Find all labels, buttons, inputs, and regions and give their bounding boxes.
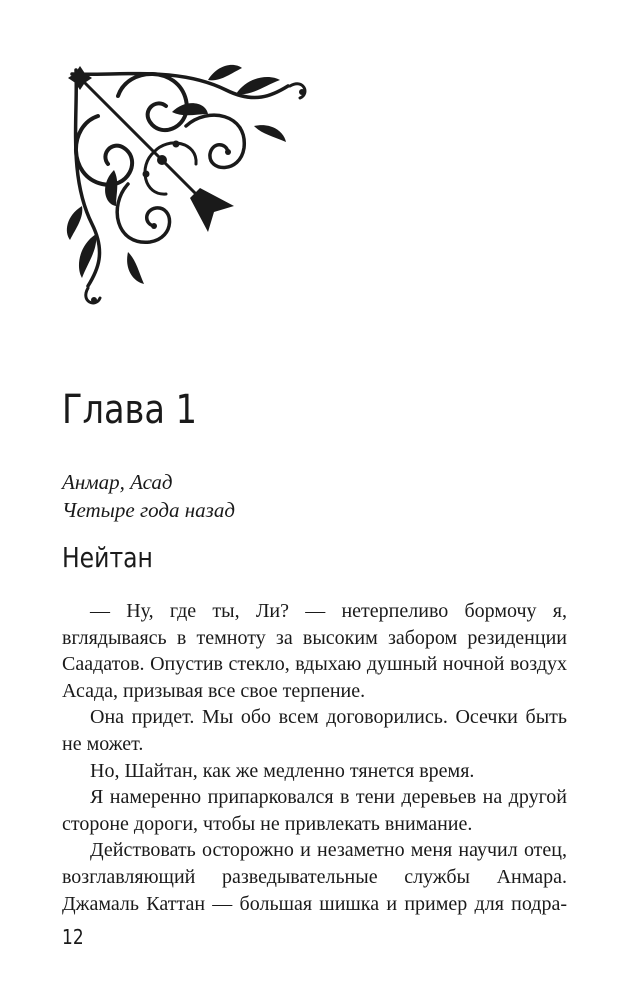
corner-flourish-icon <box>58 56 320 318</box>
chapter-title: Глава 1 <box>62 387 198 433</box>
body-text <box>62 598 567 917</box>
page-number: 12 <box>62 925 84 949</box>
pov-heading: Нейтан <box>62 541 153 574</box>
paragraph: Действовать осторожно и незаметно меня научил отец, возглавляющий разведывательные службы Анмара. Джамаль Каттан — большая шишка и пример для подра- <box>62 839 567 915</box>
epigraph <box>62 468 235 524</box>
epigraph-time: Четыре года назад <box>62 498 235 522</box>
paragraph: Я намеренно припарковался в тени деревьев на другой стороне дороги, чтобы не привлекать внимание. <box>62 786 567 835</box>
epigraph-place: Анмар, Асад <box>62 470 173 494</box>
paragraph: Она придет. Мы обо всем договорились. Осечки быть не может. <box>62 706 567 755</box>
paragraph: Но, Шайтан, как же медленно тянется время. <box>90 759 475 782</box>
paragraph: — Ну, где ты, Ли? — нетерпеливо бормочу я, вглядываясь в темноту за высоким забором резиденции Саадатов. Опустив стекло, вдыхаю душный ночной воздух Асада, призывая все свое терпение. <box>62 600 567 702</box>
